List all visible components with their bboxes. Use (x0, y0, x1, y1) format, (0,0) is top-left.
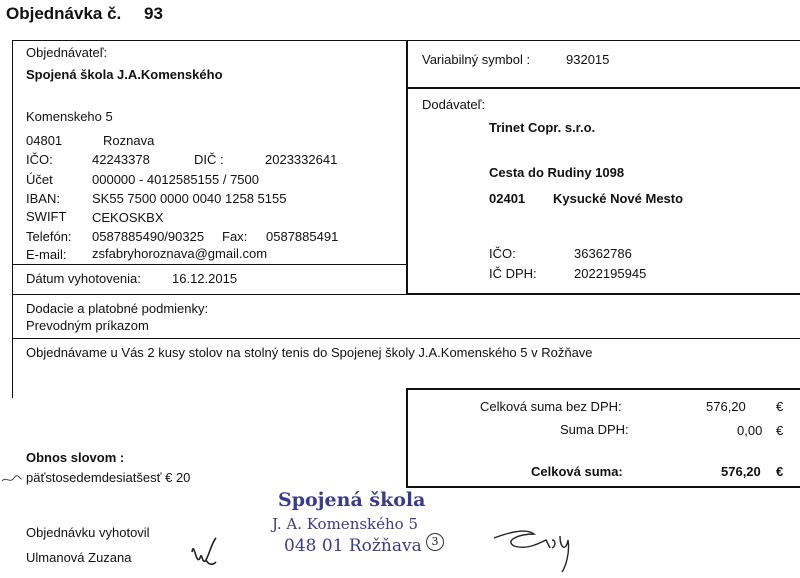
supplier-street: Cesta do Rudiny 1098 (489, 165, 625, 180)
supplier-ico: 36362786 (574, 246, 632, 261)
supplier-name: Trinet Copr. s.r.o. (489, 120, 596, 135)
buyer-box-bottom (12, 294, 406, 295)
terms-heading: Dodacie a platobné podmienky: (26, 301, 209, 316)
order-number: 93 (144, 4, 163, 23)
variable-symbol-label: Variabilný symbol : (422, 52, 531, 67)
grand-total-currency: € (776, 464, 784, 479)
buyer-phone-label: Telefón: (26, 229, 72, 244)
order-text-left (12, 338, 13, 398)
buyer-ico: 42243378 (92, 152, 150, 167)
date-row-top (12, 264, 406, 265)
buyer-email: zsfabryhoroznava@gmail.com (92, 246, 268, 261)
buyer-name: Spojená škola J.A.Komenského (26, 67, 223, 82)
amount-words-label: Obnos slovom : (26, 450, 125, 465)
buyer-dic-label: DIČ : (194, 152, 224, 167)
vat-label: Suma DPH: (560, 422, 629, 437)
grand-total-label: Celková suma: (531, 464, 623, 479)
vat-value: 0,00 (737, 423, 763, 438)
net-total-label: Celková suma bez DPH: (480, 399, 622, 414)
buyer-phone: 0587885490/90325 (92, 229, 205, 244)
prepared-by-name: Ulmanová Zuzana (26, 550, 132, 565)
buyer-account: 000000 - 4012585155 / 7500 (92, 172, 259, 187)
issue-date-label: Dátum vyhotovenia: (26, 271, 141, 286)
margin-mark-icon (0, 472, 24, 486)
supplier-box-left (406, 40, 408, 295)
preparer-signature (186, 532, 222, 572)
buyer-iban-label: IBAN: (26, 191, 60, 206)
supplier-ico-label: IČO: (489, 246, 516, 261)
order-title (6, 4, 163, 24)
supplier-city: Kysucké Nové Mesto (553, 191, 684, 206)
buyer-street: Komenskeho 5 (26, 109, 113, 124)
supplier-heading: Dodávateľ: (422, 97, 486, 112)
prepared-by-label: Objednávku vyhotovil (26, 525, 150, 540)
supplier-box-bottom (406, 293, 800, 295)
buyer-fax: 0587885491 (266, 229, 339, 244)
buyer-iban: SK55 7500 0000 0040 1258 5155 (92, 191, 287, 206)
net-total-currency: € (776, 399, 784, 414)
terms-bottom (12, 338, 800, 339)
stamp-line-1: Spojená škola (278, 489, 426, 511)
buyer-fax-label: Fax: (222, 229, 248, 244)
buyer-ico-label: IČO: (26, 152, 53, 167)
stamp-line-3: 048 01 Rožňava (284, 536, 422, 556)
stamp-line-2: J. A. Komenského 5 (272, 515, 419, 533)
buyer-swift-label: SWIFT (26, 209, 67, 224)
frame-left (12, 40, 13, 295)
order-text: Objednávame u Vás 2 kusy stolov na stolný tenis do Spojenej školy J.A.Komenského 5 v Rožňave (26, 345, 593, 360)
terms-left (12, 295, 13, 338)
totals-box-left (406, 388, 408, 488)
supplier-icdph: 2022195945 (574, 266, 647, 281)
terms-value: Prevodným príkazom (26, 318, 149, 333)
director-signature (490, 518, 590, 578)
issue-date-value: 16.12.2015 (172, 271, 238, 286)
buyer-swift: CEKOSKBX (92, 210, 164, 225)
amount-words-value: päťstosedemdesiatšesť € 20 (26, 470, 191, 485)
buyer-heading: Objednávateľ: (26, 45, 108, 60)
buyer-city: Roznava (103, 133, 155, 148)
stamp-mark-number: 3 (431, 535, 439, 548)
totals-box-bottom (406, 486, 800, 488)
stamp-mark (426, 533, 444, 551)
buyer-dic: 2023332641 (265, 152, 338, 167)
buyer-account-label: Účet (26, 172, 53, 187)
variable-symbol-value: 932015 (566, 52, 610, 67)
net-total-value: 576,20 (706, 399, 746, 414)
buyer-email-label: E-mail: (26, 247, 67, 262)
grand-total-value: 576,20 (721, 464, 761, 479)
supplier-zip: 02401 (489, 191, 526, 206)
supplier-box-top (406, 87, 800, 89)
totals-box-top (406, 388, 800, 390)
order-title-label: Objednávka č. (6, 4, 122, 23)
supplier-icdph-label: IČ DPH: (489, 266, 537, 281)
buyer-zip: 04801 (26, 133, 63, 148)
vat-currency: € (776, 423, 784, 438)
